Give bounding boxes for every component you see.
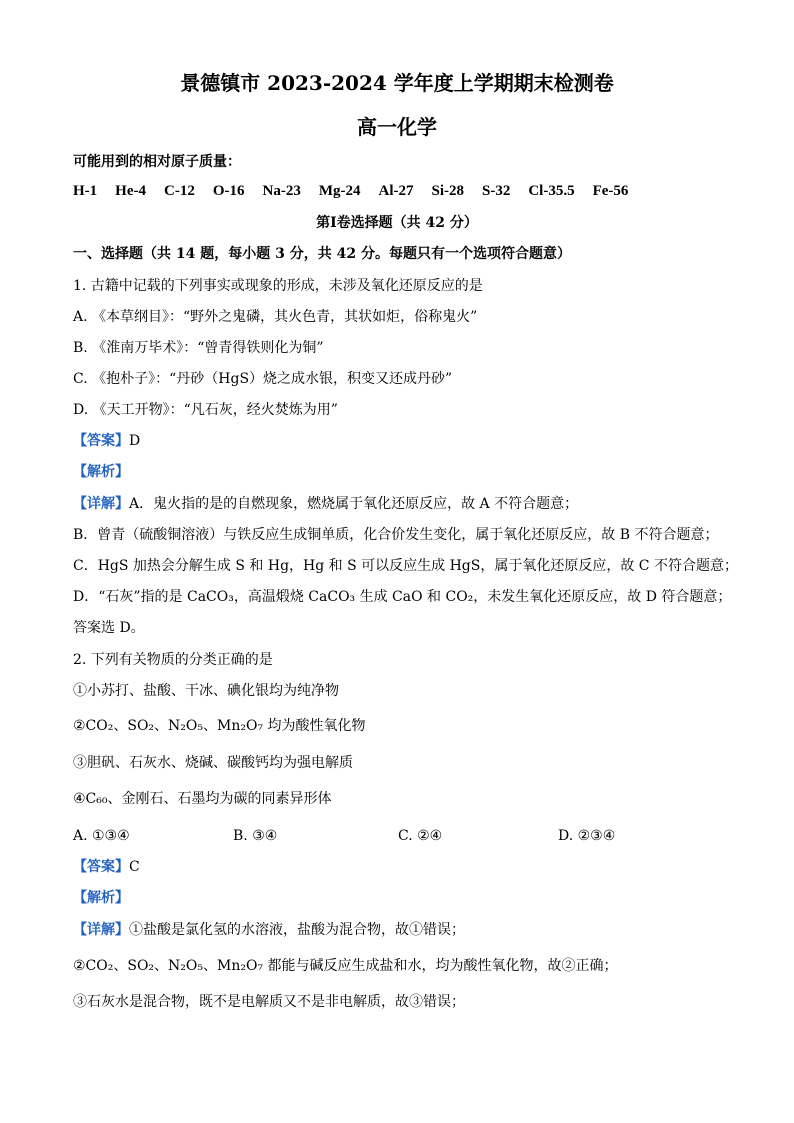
atomic-mass-item: Al-27 <box>378 183 414 199</box>
exam-title: 景德镇市 2023-2024 学年度上学期期末检测卷 <box>180 71 614 95</box>
atomic-mass-item: Fe-56 <box>592 183 629 199</box>
analysis-tag: 【解析】 <box>73 464 129 480</box>
q2-statement-2: ②CO₂、SO₂、N₂O₅、Mn₂O₇ 均为酸性氧化物 <box>73 718 366 734</box>
exam-subject: 高一化学 <box>357 115 437 139</box>
atomic-mass-item: He-4 <box>115 183 146 199</box>
atomic-mass-label: 可能用到的相对原子质量： <box>73 154 241 170</box>
answer-tag: 【答案】 <box>73 433 129 449</box>
q1-option-c: C. 《抱朴子》：“丹砂（HgS）烧之成水银，积变又还成丹砂” <box>73 371 453 387</box>
q2-options <box>73 826 754 846</box>
q2-answer <box>73 857 754 877</box>
detail-text: ①盐酸是氯化氢的水溶液，盐酸为混合物，故①错误； <box>129 922 465 938</box>
q2-detail-3: ③石灰水是混合物，既不是电解质又不是非电解质，故③错误； <box>73 994 465 1010</box>
q2-statement-1: ①小苏打、盐酸、干冰、碘化银均为纯净物 <box>73 683 339 699</box>
q1-detail-b: B．曾青（硫酸铜溶液）与铁反应生成铜单质，化合价发生变化，属于氧化还原反应，故 B 不符合题意； <box>73 527 719 543</box>
q2-option-c: C. ②④ <box>398 828 443 844</box>
atomic-mass-item: Mg-24 <box>318 183 361 199</box>
q2-stem: 2. 下列有关物质的分类正确的是 <box>73 652 273 668</box>
q1-stem: 1. 古籍中记载的下列事实或现象的形成，未涉及氧化还原反应的是 <box>73 278 483 294</box>
analysis-tag: 【解析】 <box>73 890 129 906</box>
q2-statement-4: ④C₆₀、金刚石、石墨均为碳的同素异形体 <box>73 791 332 807</box>
q2-detail-2: ②CO₂、SO₂、N₂O₅、Mn₂O₇ 都能与碱反应生成盐和水，均为酸性氧化物，故②正确； <box>73 958 618 974</box>
atomic-mass-item: Na-23 <box>262 183 301 199</box>
q1-detail-d: D．“石灰”指的是 CaCO₃，高温煅烧 CaCO₃ 生成 CaO 和 CO₂，未发生氧化还原反应，故 D 符合题意； <box>73 589 732 605</box>
q2-detail-1 <box>73 920 754 940</box>
answer-value: D <box>129 433 141 449</box>
section-instruction: 一、选择题（共 14 题，每小题 3 分，共 42 分。每题只有一个选项符合题意） <box>73 246 571 262</box>
q1-analysis-tag <box>73 462 754 482</box>
q1-option-b: B. 《淮南万毕术》：“曾青得铁则化为铜” <box>73 340 324 356</box>
q2-option-a: A. ①③④ <box>73 828 130 844</box>
atomic-mass-item: S-32 <box>482 183 511 199</box>
atomic-mass-item: C-12 <box>164 183 195 199</box>
q2-statement-3: ③胆矾、石灰水、烧碱、碳酸钙均为强电解质 <box>73 755 353 771</box>
atomic-mass-item: Si-28 <box>431 183 464 199</box>
atomic-mass-item: Cl-35.5 <box>528 183 575 199</box>
q1-detail-c: C．HgS 加热会分解生成 S 和 Hg，Hg 和 S 可以反应生成 HgS，属于氧化还原反应，故 C 不符合题意； <box>73 558 738 574</box>
q2-analysis-tag <box>73 888 754 908</box>
q1-option-d: D. 《天工开物》：“凡石灰，经火焚炼为用” <box>73 402 338 418</box>
atomic-mass-list <box>73 181 754 201</box>
answer-value: C <box>129 859 140 875</box>
detail-tag: 【详解】 <box>73 922 129 938</box>
atomic-mass-item: H-1 <box>73 183 98 199</box>
q1-option-a: A. 《本草纲目》：“野外之鬼磷，其火色青，其状如炬，俗称鬼火” <box>73 309 478 325</box>
detail-text: A．鬼火指的是的自燃现象，燃烧属于氧化还原反应，故 A 不符合题意； <box>129 496 579 512</box>
q1-answer <box>73 431 754 451</box>
section-title: 第Ⅰ卷选择题（共 42 分） <box>316 215 478 231</box>
q1-conclusion: 答案选 D。 <box>73 620 145 636</box>
atomic-mass-item: O-16 <box>212 183 245 199</box>
detail-tag: 【详解】 <box>73 496 129 512</box>
q1-detail-a <box>73 494 754 514</box>
q2-option-b: B. ③④ <box>233 828 278 844</box>
answer-tag: 【答案】 <box>73 859 129 875</box>
q2-option-d: D. ②③④ <box>558 828 616 844</box>
